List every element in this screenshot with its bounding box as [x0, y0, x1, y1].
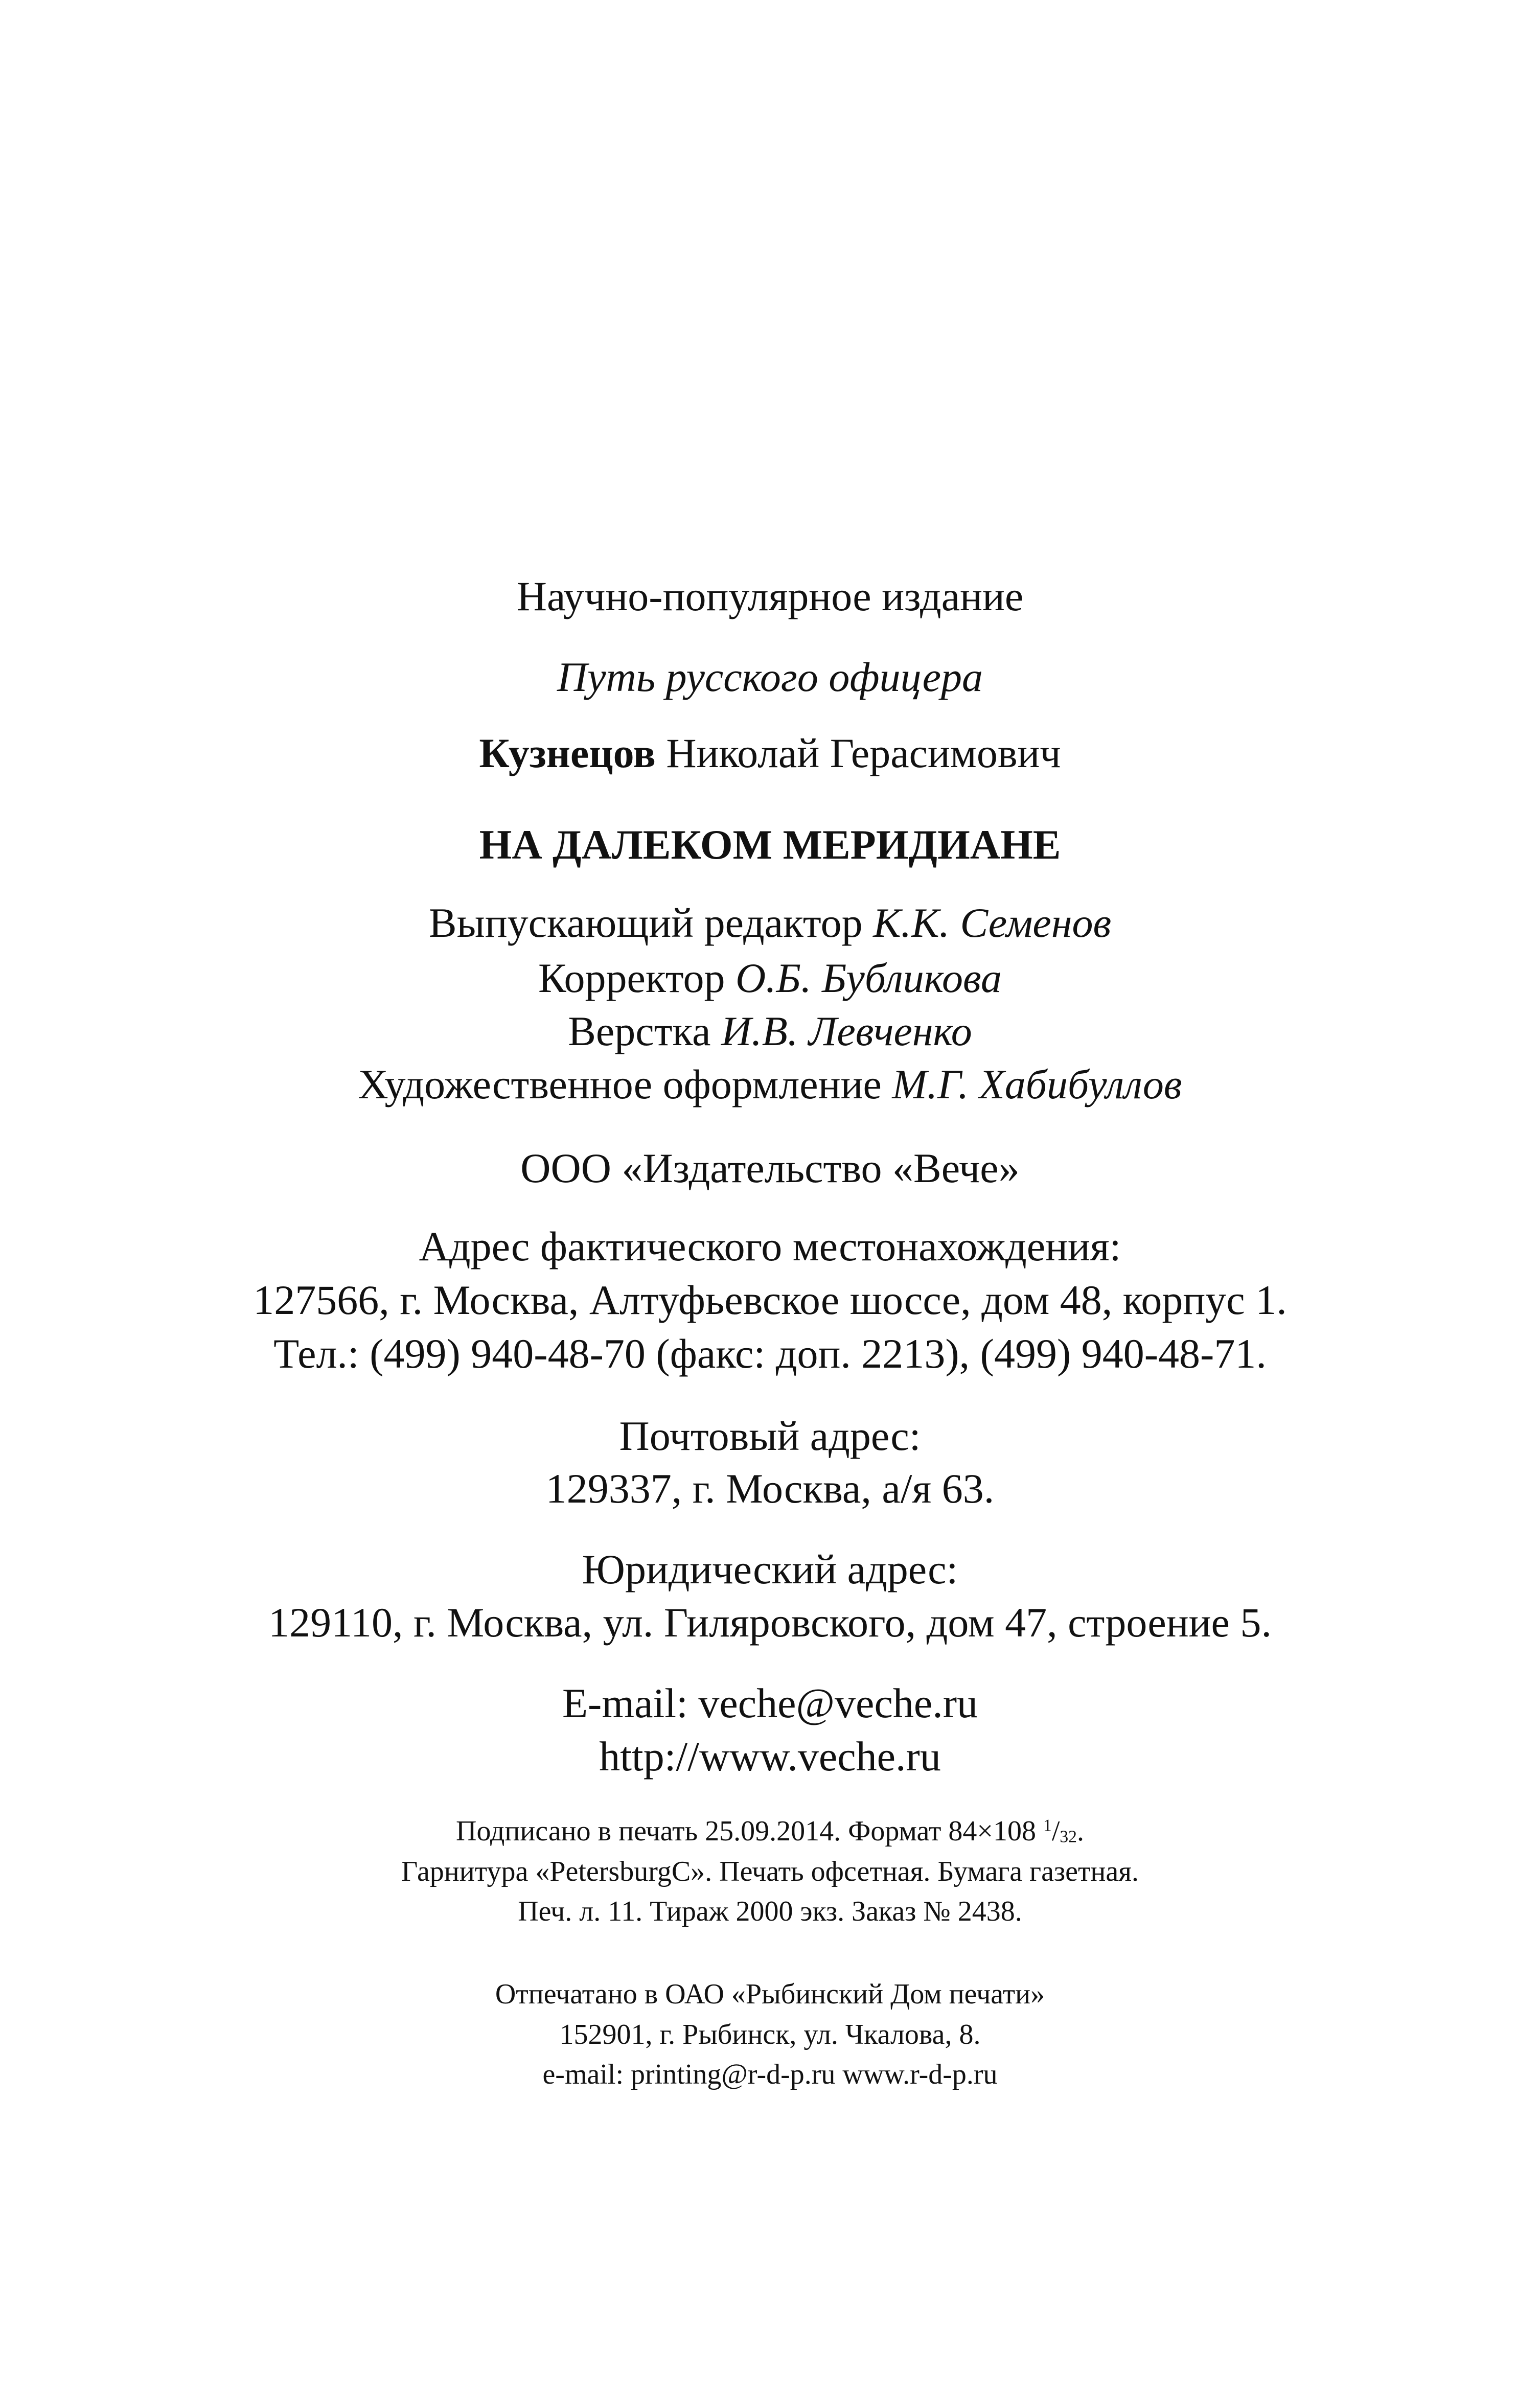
postal-address-heading: Почтовый адрес:	[619, 1413, 921, 1459]
phone-line: Тел.: (499) 940-48-70 (факс: доп. 2213), (499) 940-48-71.	[273, 1330, 1267, 1377]
legal-address-line: 129110, г. Москва, ул. Гиляровского, дом 47, строение 5.	[268, 1599, 1272, 1646]
credit-role: Художественное оформление	[358, 1061, 882, 1107]
credit-layout	[0, 1010, 1540, 1052]
credit-role: Выпускающий редактор	[428, 899, 863, 946]
publisher-name: ООО «Издательство «Вече»	[520, 1145, 1020, 1191]
credit-name: М.Г. Хабибуллов	[892, 1061, 1182, 1107]
credit-role: Корректор	[538, 955, 725, 1001]
format-fraction-denominator: 32	[1060, 1827, 1077, 1847]
credit-art	[0, 1061, 1540, 1107]
edition-type: Научно-популярное издание	[516, 573, 1024, 619]
print-details-suffix: .	[1076, 1815, 1084, 1847]
credit-name: К.К. Семенов	[873, 899, 1112, 946]
actual-address-heading: Адрес фактического местонахождения:	[419, 1223, 1121, 1270]
printer-line-1: Отпечатано в ОАО «Рыбинский Дом печати»	[495, 1978, 1045, 2010]
print-details-line-2: Гарнитура «PetersburgC». Печать офсетная. Бумага газетная.	[401, 1856, 1139, 1887]
credit-role: Верстка	[568, 1008, 711, 1054]
legal-address-heading: Юридический адрес:	[582, 1546, 958, 1593]
print-details-prefix: Подписано в печать 25.09.2014. Формат 84×108	[456, 1815, 1044, 1847]
credit-editor	[0, 899, 1540, 946]
printer-line-2: 152901, г. Рыбинск, ул. Чкалова, 8.	[559, 2019, 981, 2050]
contact-website: http://www.veche.ru	[599, 1733, 941, 1780]
print-details-line-3: Печ. л. 11. Тираж 2000 экз. Заказ № 2438.	[518, 1896, 1022, 1927]
author-surname: Кузнецов	[479, 730, 656, 776]
print-details-line-1: Подписано в печать 25.09.2014. Формат 84×108 $^1/_{32}$.	[456, 1815, 1084, 1847]
author-given-names: Николай Герасимович	[666, 730, 1061, 776]
actual-address-line: 127566, г. Москва, Алтуфьевское шоссе, дом 48, корпус 1.	[253, 1277, 1287, 1323]
series-title: Путь русского офицера	[557, 654, 983, 700]
credit-proofreader	[0, 957, 1540, 999]
author-line	[0, 732, 1540, 774]
format-fraction-numerator: 1	[1043, 1816, 1052, 1835]
book-title: НА ДАЛЕКОМ МЕРИДИАНЕ	[479, 821, 1061, 868]
contact-email: E-mail: veche@veche.ru	[562, 1680, 978, 1726]
credit-name: И.В. Левченко	[721, 1008, 972, 1054]
postal-address-line: 129337, г. Москва, а/я 63.	[545, 1465, 995, 1512]
credit-name: О.Б. Бубликова	[735, 955, 1002, 1001]
printer-line-3: e-mail: printing@r-d-p.ru www.r-d-p.ru	[542, 2059, 998, 2090]
